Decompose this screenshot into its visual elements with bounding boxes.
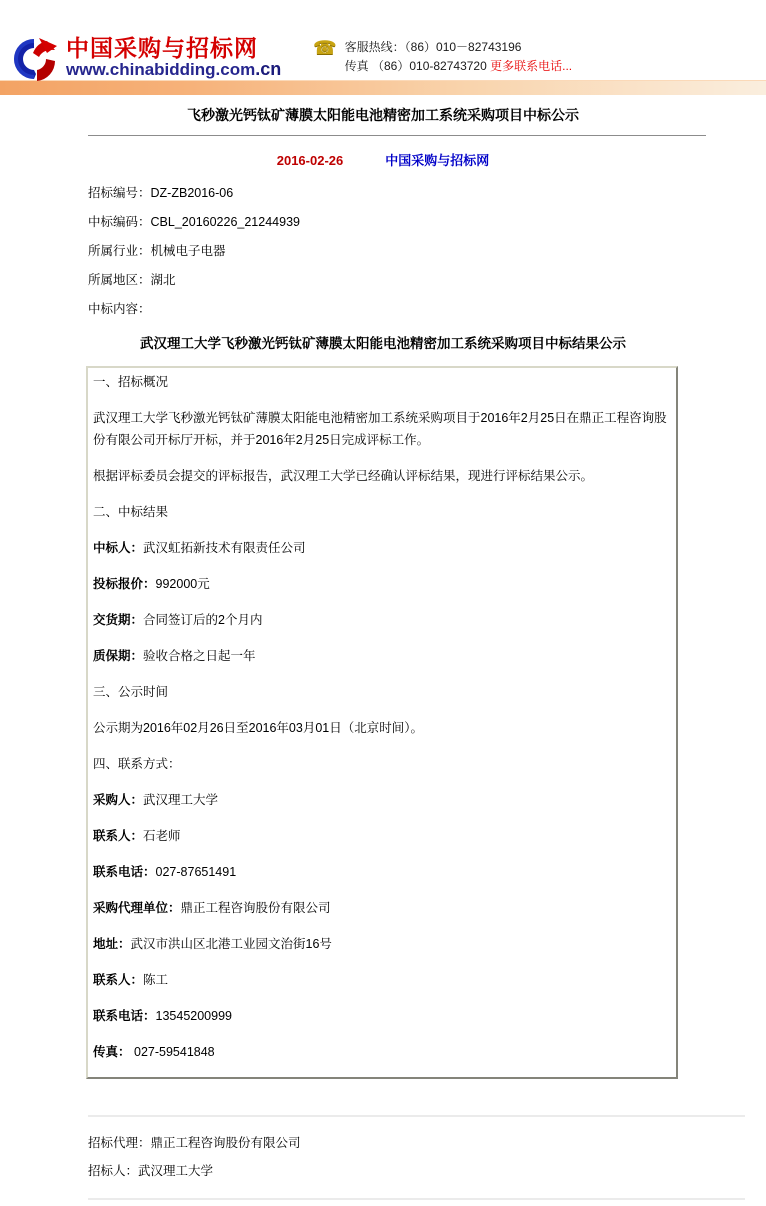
box-paragraph bbox=[93, 1005, 671, 1027]
logo-text bbox=[66, 36, 281, 79]
more-contacts-link[interactable]: 更多联系电话... bbox=[490, 59, 573, 73]
meta-row bbox=[88, 184, 766, 203]
field-text: 四、联系方式： bbox=[93, 757, 181, 771]
field-label: 投标报价： bbox=[93, 577, 156, 591]
field-text: 13545200999 bbox=[155, 1009, 232, 1023]
box-paragraph bbox=[93, 645, 671, 667]
meta-value: DZ-ZB2016-06 bbox=[150, 186, 234, 200]
hotline-text: 客服热线：（86）010－82743196 bbox=[344, 40, 522, 54]
site-header bbox=[0, 0, 766, 80]
logo-mark-icon bbox=[13, 37, 59, 81]
box-paragraph bbox=[93, 897, 671, 919]
field-text: 鼎正工程咨询股份有限公司 bbox=[180, 901, 331, 915]
box-paragraph bbox=[93, 609, 671, 631]
article-date: 2016-02-26 bbox=[276, 153, 344, 168]
field-text: 根据评标委员会提交的评标报告，武汉理工大学已经确认评标结果，现进行评标结果公示。 bbox=[93, 469, 594, 483]
footer-agent: 招标代理：鼎正工程咨询股份有限公司 bbox=[88, 1136, 301, 1150]
header-contact bbox=[313, 38, 572, 76]
box-paragraph bbox=[93, 933, 671, 955]
fax-line bbox=[345, 57, 572, 76]
field-text: 027-87651491 bbox=[155, 865, 237, 879]
box-paragraph bbox=[93, 1041, 671, 1063]
box-paragraph bbox=[93, 573, 671, 595]
meta-value: 湖北 bbox=[150, 273, 176, 287]
box-paragraph bbox=[93, 753, 671, 775]
box-paragraph bbox=[93, 501, 671, 523]
meta-list bbox=[88, 184, 766, 319]
site-name: 中国采购与招标网 bbox=[66, 35, 258, 61]
field-label: 采购人： bbox=[93, 793, 144, 807]
field-label: 联系电话： bbox=[93, 865, 156, 879]
meta-value: CBL_20160226_21244939 bbox=[150, 215, 300, 229]
contact-lines bbox=[345, 38, 572, 76]
site-url-suffix: .cn bbox=[255, 59, 282, 79]
site-url-main: www.chinabidding.com bbox=[66, 60, 256, 79]
meta-label: 所属地区： bbox=[88, 273, 151, 287]
box-paragraph bbox=[93, 789, 671, 811]
dateline bbox=[0, 150, 766, 169]
meta-label: 所属行业： bbox=[88, 244, 151, 258]
field-text: 一、招标概况 bbox=[93, 375, 169, 389]
box-paragraph bbox=[93, 537, 671, 559]
box-paragraph bbox=[93, 825, 671, 847]
footer-tenderee: 招标人：武汉理工大学 bbox=[88, 1164, 214, 1178]
field-label: 联系人： bbox=[93, 973, 144, 987]
header-divider-band bbox=[0, 80, 766, 95]
field-label: 联系电话： bbox=[93, 1009, 156, 1023]
phone-icon: ☎ bbox=[313, 38, 337, 59]
meta-value: 机械电子电器 bbox=[150, 244, 226, 258]
field-text: 武汉理工大学 bbox=[143, 793, 219, 807]
field-text: 027-59541848 bbox=[130, 1045, 215, 1059]
field-text: 公示期为2016年02月26日至2016年03月01日（北京时间）。 bbox=[93, 721, 423, 735]
field-label: 联系人： bbox=[93, 829, 144, 843]
field-label: 传真： bbox=[93, 1045, 131, 1059]
meta-label: 中标内容： bbox=[88, 302, 151, 316]
field-label: 中标人： bbox=[93, 541, 144, 555]
box-paragraph bbox=[93, 371, 671, 393]
field-text: 石老师 bbox=[143, 829, 181, 843]
box-paragraph bbox=[93, 717, 671, 739]
field-text: 验收合格之日起一年 bbox=[143, 649, 256, 663]
fax-text: 传真 （86）010-82743720 bbox=[344, 59, 487, 73]
box-paragraph bbox=[93, 681, 671, 703]
doc-footer bbox=[88, 1134, 766, 1181]
field-label: 采购代理单位： bbox=[93, 901, 181, 915]
box-paragraph bbox=[93, 861, 671, 883]
field-text: 陈工 bbox=[143, 973, 169, 987]
meta-row bbox=[88, 271, 766, 290]
site-url bbox=[66, 60, 281, 79]
article-subtitle: 武汉理工大学飞秒激光钙钛矿薄膜太阳能电池精密加工系统采购项目中标结果公示 bbox=[140, 336, 626, 351]
field-text: 992000元 bbox=[155, 577, 210, 591]
field-label: 地址： bbox=[93, 937, 131, 951]
article-title: 飞秒激光钙钛矿薄膜太阳能电池精密加工系统采购项目中标公示 bbox=[187, 107, 579, 123]
article bbox=[0, 105, 766, 1200]
field-label: 交货期： bbox=[93, 613, 144, 627]
field-text: 武汉理工大学飞秒激光钙钛矿薄膜太阳能电池精密加工系统采购项目于2016年2月25日在鼎正工程咨询股份有限公司开标厅开标，并于2016年2月25日完成评标工作。 bbox=[93, 411, 667, 447]
box-paragraph bbox=[93, 407, 671, 451]
field-label: 质保期： bbox=[93, 649, 144, 663]
meta-row bbox=[88, 242, 766, 261]
footer-divider-top bbox=[88, 1115, 745, 1117]
meta-label: 招标编号： bbox=[88, 186, 151, 200]
title-divider bbox=[88, 135, 706, 136]
footer-divider-bottom bbox=[88, 1198, 745, 1200]
site-logo[interactable] bbox=[13, 36, 281, 81]
box-paragraph bbox=[93, 465, 671, 487]
result-box bbox=[86, 366, 678, 1079]
box-paragraph bbox=[93, 969, 671, 991]
field-text: 武汉虹拓新技术有限责任公司 bbox=[143, 541, 306, 555]
article-source-link[interactable]: 中国采购与招标网 bbox=[385, 153, 490, 168]
field-text: 合同签订后的2个月内 bbox=[143, 613, 263, 627]
meta-row bbox=[88, 213, 766, 232]
field-text: 三、公示时间 bbox=[93, 685, 169, 699]
field-text: 武汉市洪山区北港工业园文治街16号 bbox=[130, 937, 332, 951]
meta-row bbox=[88, 300, 766, 319]
field-text: 二、中标结果 bbox=[93, 505, 169, 519]
meta-label: 中标编码： bbox=[88, 215, 151, 229]
